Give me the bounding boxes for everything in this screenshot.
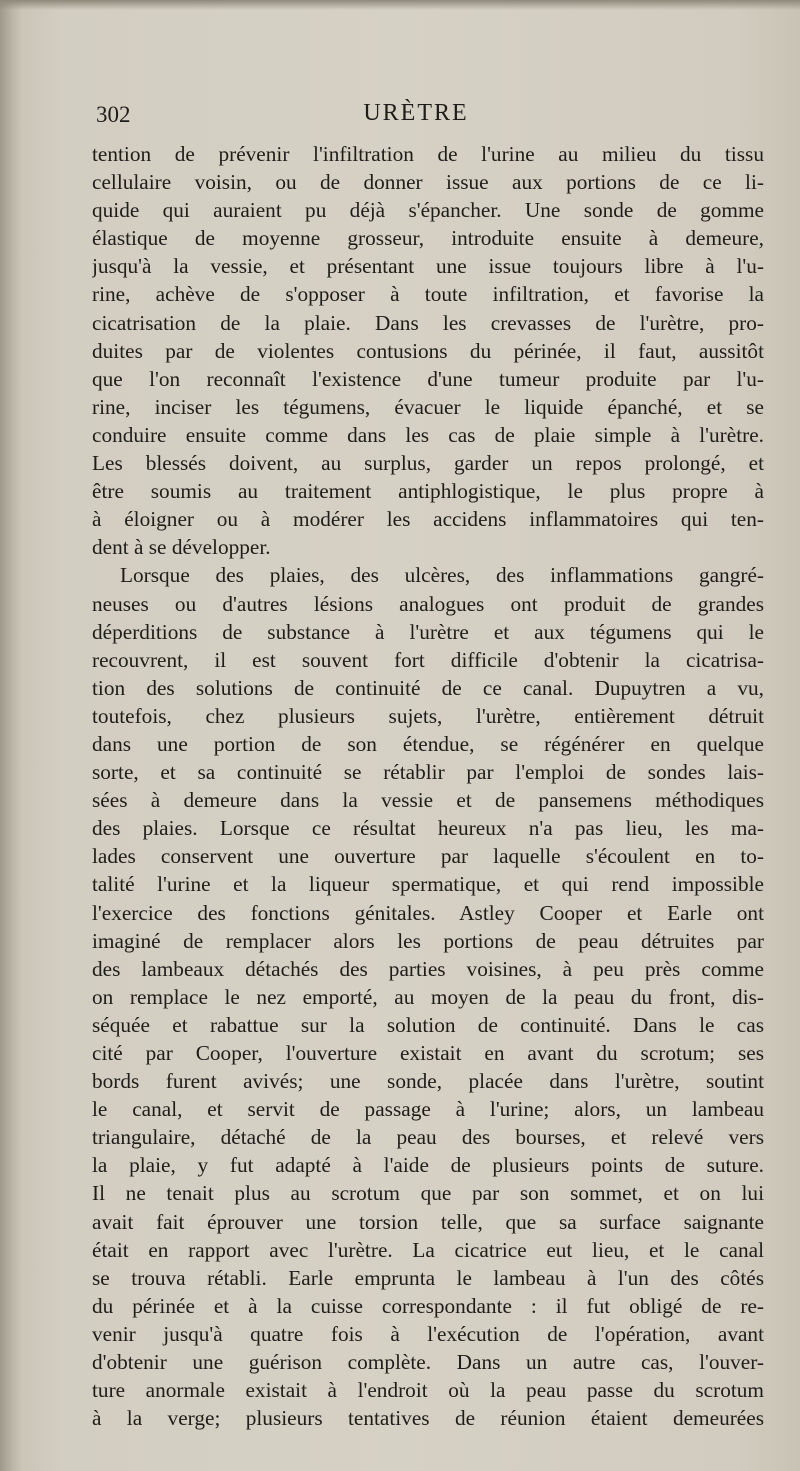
text-line: la plaie, y fut adapté à l'aide de plusieurs points de suture. [92,1153,764,1178]
text-line: l'exercice des fonctions génitales. Astley Cooper et Earle ont [92,900,764,925]
text-line: Les blessés doivent, au surplus, garder un repos prolongé, et [92,451,764,476]
text-line: dans une portion de son étendue, se régénérer en quelque [92,731,764,756]
text-line: venir jusqu'à quatre fois à l'exécution de l'opération, avant [92,1321,764,1346]
text-line: sorte, et sa continuité se rétablir par l'emploi de sondes lais- [92,760,764,785]
paragraph-end-line: dent à se développer. [92,535,271,560]
text-line: séquée et rabattue sur la solution de continuité. Dans le cas [92,1012,764,1037]
text-line: à la verge; plusieurs tentatives de réunion étaient demeurées [92,1406,764,1431]
text-line: cité par Cooper, l'ouverture existait en avant du scrotum; ses [92,1041,764,1065]
text-line: neuses ou d'autres lésions analogues ont produit de grandes [92,591,764,616]
text-line: cicatrisation de la plaie. Dans les crevasses de l'urètre, pro- [92,310,764,335]
text-line: bords furent avivés; une sonde, placée dans l'urètre, soutint [92,1069,764,1094]
page-number: 302 [96,102,131,127]
text-line: rine, inciser les tégumens, évacuer le liquide épanché, et se [92,394,764,419]
gutter-shadow [0,0,22,1471]
text-line: que l'on reconnaît l'existence d'une tumeur produite par l'u- [92,366,764,391]
text-line: des plaies. Lorsque ce résultat heureux n'a pas lieu, les ma- [92,816,764,841]
paragraph-first-line: Lorsque des plaies, des ulcères, des inflammations gangré- [120,563,764,588]
text-line: sées à demeure dans la vessie et de pansemens méthodiques [92,788,764,813]
text-line: on remplace le nez emporté, au moyen de la peau du front, dis- [92,984,764,1009]
text-line: se trouva rétabli. Earle emprunta le lambeau à l'un des côtés [92,1265,764,1290]
text-line: des lambeaux détachés des parties voisines, à peu près comme [92,956,764,981]
text-line: duites par de violentes contusions du périnée, il faut, aussitôt [92,338,764,363]
text-line: tion des solutions de continuité de ce canal. Dupuytren a vu, [92,675,764,700]
text-line: du périnée et à la cuisse correspondante : il fut obligé de re- [92,1293,764,1318]
text-line: quide qui auraient pu déjà s'épancher. Une sonde de gomme [92,198,764,223]
text-line: était en rapport avec l'urètre. La cicatrice eut lieu, et le canal [92,1237,764,1262]
text-line: tention de prévenir l'infiltration de l'urine au milieu du tissu [92,142,764,166]
text-line: toutefois, chez plusieurs sujets, l'urètre, entièrement détruit [92,703,764,728]
text-line: recouvrent, il est souvent fort difficile d'obtenir la cicatrisa- [92,647,764,672]
running-head-title: URÈTRE [363,100,469,126]
text-line: Il ne tenait plus au scrotum que par son sommet, et on lui [92,1181,764,1206]
text-line: imaginé de remplacer alors les portions de peau détruites par [92,928,764,953]
top-edge-shadow [0,0,800,10]
text-line: ture anormale existait à l'endroit où la peau passe du scrotum [92,1378,764,1403]
text-line: triangulaire, détaché de la peau des bourses, et relevé vers [92,1125,764,1150]
text-line: déperditions de substance à l'urètre et aux tégumens qui le [92,619,764,644]
running-head [96,100,736,134]
text-line: lades conservent une ouverture par laquelle s'écoulent en to- [92,844,764,869]
text-line: talité l'urine et la liqueur spermatique, et qui rend impossible [92,872,764,897]
text-line: cellulaire voisin, ou de donner issue aux portions de ce li- [92,170,764,195]
text-line: rine, achève de s'opposer à toute infiltration, et favorise la [92,282,764,307]
text-line: être soumis au traitement antiphlogistique, le plus propre à [92,479,764,504]
text-line: jusqu'à la vessie, et présentant une issue toujours libre à l'u- [92,254,764,279]
text-line: élastique de moyenne grosseur, introduite ensuite à demeure, [92,226,764,251]
text-line: d'obtenir une guérison complète. Dans un autre cas, l'ouver- [92,1350,764,1375]
text-line: conduire ensuite comme dans les cas de plaie simple à l'urètre. [92,422,764,447]
text-line: le canal, et servit de passage à l'urine; alors, un lambeau [92,1097,764,1122]
text-line: avait fait éprouver une torsion telle, que sa surface saignante [92,1209,764,1234]
text-line: à éloigner ou à modérer les accidens inflammatoires qui ten- [92,507,764,532]
body-text [92,140,764,1432]
